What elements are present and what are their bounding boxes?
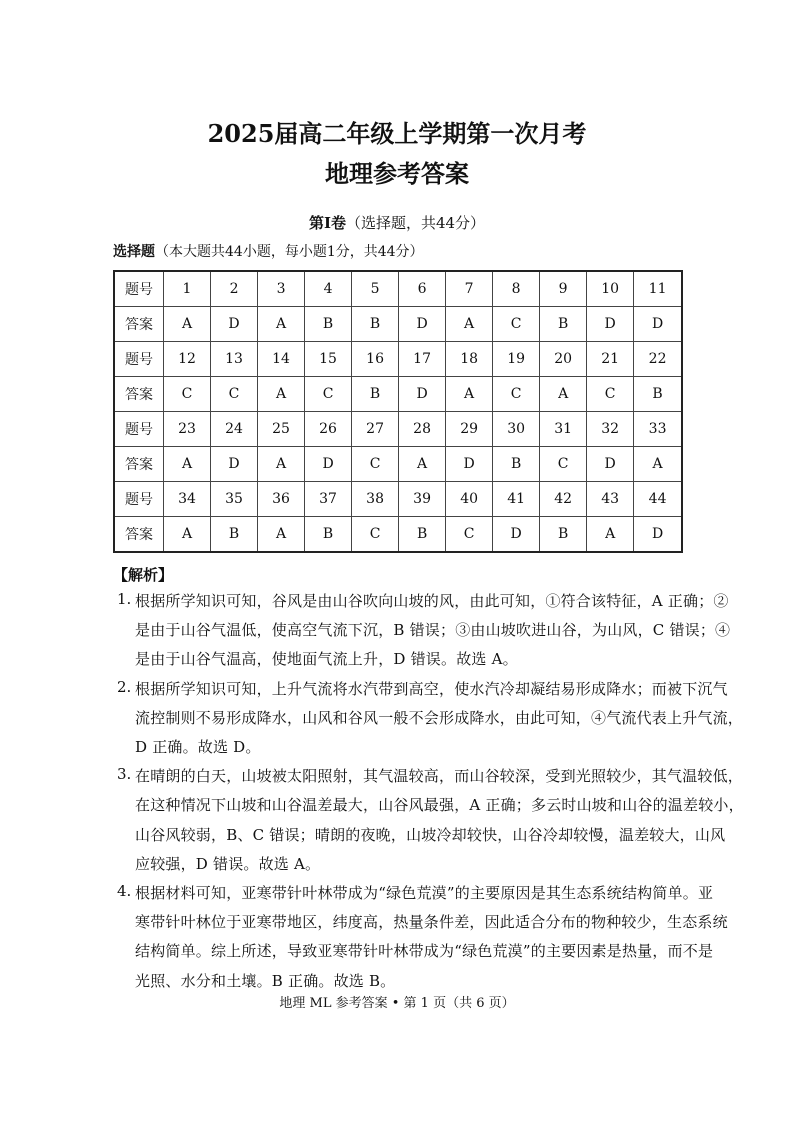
question-row <box>114 412 682 447</box>
question-number-cell: 32 <box>587 412 634 447</box>
answer-cell: A <box>258 307 305 342</box>
answer-row <box>114 377 682 412</box>
answer-cell: B <box>305 517 352 553</box>
question-number-cell: 14 <box>258 342 305 377</box>
page-footer: 地理 ML 参考答案 • 第 1 页（共 6 页） <box>279 996 515 1011</box>
question-number-cell: 7 <box>446 271 493 307</box>
question-row <box>114 342 682 377</box>
question-number-cell: 24 <box>211 412 258 447</box>
answer-cell: C <box>587 377 634 412</box>
analysis-heading: 【解析】 <box>113 566 174 584</box>
analysis-line: 在这种情况下山坡和山谷温差最大，山谷风最强，A 正确；多云时山坡和山谷的温差较小， <box>135 796 744 815</box>
answer-cell: C <box>305 377 352 412</box>
answer-cell: D <box>634 307 682 342</box>
answer-cell: A <box>540 377 587 412</box>
question-number-cell: 4 <box>305 271 352 307</box>
analysis-line: 寒带针叶林位于亚寒带地区，纬度高，热量条件差，因此适合分布的物种较少，生态系统 <box>135 913 728 932</box>
answer-cell: C <box>164 377 211 412</box>
item-number: 3. <box>117 765 132 784</box>
answer-cell: D <box>211 447 258 482</box>
answer-cell: A <box>258 517 305 553</box>
answer-cell: A <box>164 447 211 482</box>
answer-cell: C <box>352 447 399 482</box>
item-number: 1. <box>117 590 132 608</box>
answer-cell: A <box>446 377 493 412</box>
answer-cell: A <box>399 447 446 482</box>
question-number-cell: 19 <box>493 342 540 377</box>
analysis-line: 结构简单。综上所述，导致亚寒带针叶林带成为“绿色荒漠”的主要因素是热量，而不是 <box>135 942 714 961</box>
question-number-cell: 31 <box>540 412 587 447</box>
question-number-cell: 10 <box>587 271 634 307</box>
question-number-cell: 25 <box>258 412 305 447</box>
answer-cell: D <box>587 447 634 482</box>
question-number-cell: 33 <box>634 412 682 447</box>
question-number-cell: 22 <box>634 342 682 377</box>
row-label: 答案 <box>114 377 164 412</box>
answer-cell: A <box>164 307 211 342</box>
question-number-cell: 12 <box>164 342 211 377</box>
answer-cell: A <box>634 447 682 482</box>
item-number: 2. <box>117 677 132 696</box>
answer-cell: B <box>493 447 540 482</box>
question-number-cell: 26 <box>305 412 352 447</box>
analysis-line: 根据材料可知，亚寒带针叶林带成为“绿色荒漠”的主要原因是其生态系统结构简单。亚 <box>135 884 714 902</box>
row-label: 答案 <box>114 307 164 342</box>
analysis-line: D 正确。故选 D。 <box>135 738 261 756</box>
question-row <box>114 271 682 307</box>
answer-row <box>114 517 682 553</box>
question-number-cell: 18 <box>446 342 493 377</box>
question-number-cell: 11 <box>634 271 682 307</box>
row-label: 题号 <box>114 482 164 517</box>
part-heading <box>0 212 794 233</box>
answer-cell: A <box>164 517 211 553</box>
row-label: 答案 <box>114 517 164 553</box>
question-number-cell: 21 <box>587 342 634 377</box>
answer-table <box>113 270 683 553</box>
question-number-cell: 35 <box>211 482 258 517</box>
answer-cell: D <box>587 307 634 342</box>
question-number-cell: 43 <box>587 482 634 517</box>
answer-cell: D <box>634 517 682 553</box>
question-number-cell: 9 <box>540 271 587 307</box>
answer-cell: A <box>587 517 634 553</box>
analysis-line: 根据所学知识可知，上升气流将水汽带到高空，使水汽冷却凝结易形成降水；而被下沉气 <box>135 679 728 698</box>
answer-cell: C <box>446 517 493 553</box>
answer-cell: D <box>399 377 446 412</box>
answer-cell: A <box>258 447 305 482</box>
question-number-cell: 23 <box>164 412 211 447</box>
question-number-cell: 20 <box>540 342 587 377</box>
question-number-cell: 36 <box>258 482 305 517</box>
question-number-cell: 40 <box>446 482 493 517</box>
question-number-cell: 37 <box>305 482 352 517</box>
section-desc: （本大题共44小题，每小题1分，共44分） <box>155 244 424 260</box>
answer-cell: B <box>540 517 587 553</box>
question-number-cell: 13 <box>211 342 258 377</box>
question-number-cell: 5 <box>352 271 399 307</box>
answer-cell: B <box>352 377 399 412</box>
answer-cell: B <box>305 307 352 342</box>
answer-cell: B <box>352 307 399 342</box>
question-number-cell: 44 <box>634 482 682 517</box>
document-subtitle: 地理参考答案 <box>325 159 469 188</box>
analysis-line: 根据所学知识可知，谷风是由山谷吹向山坡的风，由此可知，①符合该特征，A 正确；② <box>135 592 729 610</box>
section-heading <box>113 241 424 261</box>
row-label: 题号 <box>114 271 164 307</box>
question-number-cell: 2 <box>211 271 258 307</box>
question-number-cell: 42 <box>540 482 587 517</box>
answer-cell: A <box>446 307 493 342</box>
answer-cell: B <box>540 307 587 342</box>
question-number-cell: 15 <box>305 342 352 377</box>
row-label: 题号 <box>114 412 164 447</box>
question-number-cell: 27 <box>352 412 399 447</box>
row-label: 答案 <box>114 447 164 482</box>
answer-cell: D <box>493 517 540 553</box>
question-number-cell: 6 <box>399 271 446 307</box>
answer-cell: C <box>540 447 587 482</box>
analysis-line: 在晴朗的白天，山坡被太阳照射，其气温较高，而山谷较深，受到光照较少，其气温较低， <box>135 767 744 786</box>
row-label: 题号 <box>114 342 164 377</box>
question-number-cell: 34 <box>164 482 211 517</box>
item-number: 4. <box>117 882 132 900</box>
part-label: 第Ⅰ卷 <box>308 214 346 232</box>
analysis-line: 应较强，D 错误。故选 A。 <box>135 854 321 873</box>
answer-row <box>114 447 682 482</box>
question-number-cell: 39 <box>399 482 446 517</box>
question-number-cell: 30 <box>493 412 540 447</box>
question-number-cell: 8 <box>493 271 540 307</box>
answer-cell: C <box>493 377 540 412</box>
answer-cell: A <box>258 377 305 412</box>
question-number-cell: 38 <box>352 482 399 517</box>
analysis-line: 是由于山谷气温高，使地面气流上升，D 错误。故选 A。 <box>135 650 518 669</box>
question-number-cell: 17 <box>399 342 446 377</box>
analysis-line: 是由于山谷气温低，使高空气流下沉，B 错误；③由山坡吹进山谷，为山风，C 错误；④ <box>135 621 731 640</box>
answer-cell: B <box>399 517 446 553</box>
answer-row <box>114 307 682 342</box>
answer-cell: D <box>211 307 258 342</box>
question-number-cell: 29 <box>446 412 493 447</box>
question-number-cell: 41 <box>493 482 540 517</box>
answer-cell: B <box>634 377 682 412</box>
question-number-cell: 16 <box>352 342 399 377</box>
section-label: 选择题 <box>113 244 155 260</box>
analysis-line: 山谷风较弱，B、C 错误；晴朗的夜晚，山坡冷却较快，山谷冷却较慢，温差较大，山风 <box>135 825 726 844</box>
question-number-cell: 3 <box>258 271 305 307</box>
part-desc: （选择题，共44分） <box>345 214 486 232</box>
analysis-line: 光照、水分和土壤。B 正确。故选 B。 <box>135 971 396 990</box>
analysis-line: 流控制则不易形成降水，山风和谷风一般不会形成降水，由此可知，④气流代表上升气流， <box>135 708 744 727</box>
answer-cell: C <box>352 517 399 553</box>
answer-cell: C <box>211 377 258 412</box>
answer-cell: D <box>399 307 446 342</box>
answer-cell: C <box>493 307 540 342</box>
answer-cell: D <box>305 447 352 482</box>
answer-cell: B <box>211 517 258 553</box>
question-row <box>114 482 682 517</box>
answer-cell: D <box>446 447 493 482</box>
document-title: 2025届高二年级上学期第一次月考 <box>207 119 587 148</box>
question-number-cell: 1 <box>164 271 211 307</box>
question-number-cell: 28 <box>399 412 446 447</box>
